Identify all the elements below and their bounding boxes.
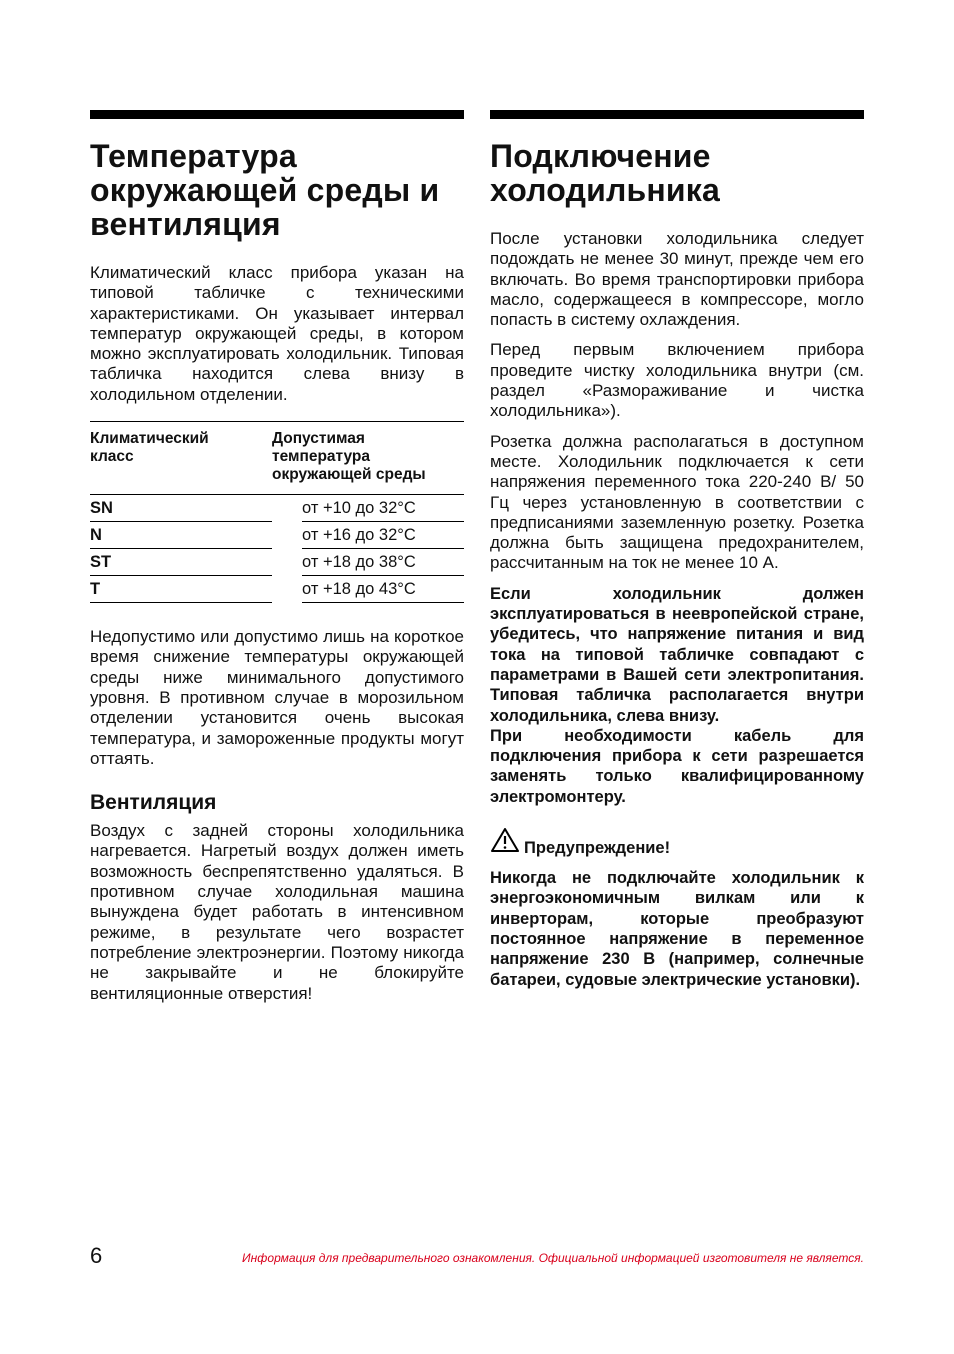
climate-class-cell: T — [90, 576, 272, 603]
temperature-range-cell: от +16 до 32°C — [302, 522, 464, 549]
table-row — [90, 495, 464, 522]
warning-label: Предупреждение! — [524, 839, 671, 858]
warning-triangle-icon — [490, 827, 524, 858]
climate-class-cell: N — [90, 522, 272, 549]
climate-class-cell: ST — [90, 549, 272, 576]
ventilation-heading: Вентиляция — [90, 791, 217, 815]
ventilation-text: Воздух с задней стороны холодильника нагревается. Нагретый воздух должен иметь возможность беспрепятственно удаляться. В противном случае холодильная машина вынуждена будет работать в интенсивном режиме, в результате чего возрастет потребление электроэнергии. Поэтому никогда не закрывайте и не блокируйте вентиляционные отверстия! — [90, 821, 464, 1003]
cable-replacement-notice: При необходимости кабель для подключения прибора к сети разрешается заменять только квалифицированному электромонтеру. — [490, 726, 864, 806]
footer-disclaimer: Информация для предварительного ознакомления. Официальной информацией изготовителя не является. — [242, 1251, 864, 1265]
table-row — [90, 522, 464, 549]
section-rule — [490, 110, 864, 119]
right-column — [490, 110, 864, 990]
temperature-range-cell: от +18 до 38°C — [302, 549, 464, 576]
climate-class-table — [90, 421, 464, 603]
connection-paragraph-socket: Розетка должна располагаться в доступном месте. Холодильник подключается к сети напряжения переменного тока 220-240 В/ 50 Гц через установленную в соответствии с предписаниями заземленную розетку. Розетка должна быть защищена предохранителем, рассчитанным на ток не менее 10 А. — [490, 431, 864, 573]
section-rule — [90, 110, 464, 119]
temperature-range-cell: от +10 до 32°C — [302, 495, 464, 522]
table-row — [90, 549, 464, 576]
section-title-temperature: Температура окружающей среды и вентиляция — [90, 138, 440, 242]
warning-heading — [490, 827, 864, 858]
warning-text: Никогда не подключайте холодильник к энергоэкономичным вилкам или к инверторам, которые преобразуют постоянное напряжение в переменное напряжение 230 В (например, солнечные батареи, судовые электрические установки). — [490, 869, 864, 989]
temperature-range-cell: от +18 до 43°C — [302, 576, 464, 603]
low-temperature-note: Недопустимо или допустимо лишь на короткое время снижение температуры окружающей среды ниже минимального допустимого уровня. В противном случае в морозильном отделении установится очень высокая температура, и замороженные продукты могут оттаять. — [90, 627, 464, 768]
left-column — [90, 110, 464, 1004]
connection-paragraph-cleaning: Перед первым включением прибора проведите чистку холодильника внутри (см. раздел «Размораживание и чистка холодильника»). — [490, 340, 864, 421]
climate-class-cell: SN — [90, 495, 272, 522]
table-header-temperature: Допустимая температура окружающей среды — [272, 422, 464, 495]
page-number: 6 — [90, 1243, 103, 1268]
table-row — [90, 576, 464, 603]
table-header-row — [90, 422, 464, 495]
non-european-notice: Если холодильник должен эксплуатироваться в неевропейской стране, убедитесь, что напряжение питания и вид тока на типовой табличке совпадают с параметрами в Вашей сети электропитания. Типовая табличка располагается внутри холодильника, слева внизу. — [490, 584, 864, 725]
connection-paragraph-wait: После установки холодильника следует подождать не менее 30 минут, прежде чем его включать. Во время транспортировки прибора масло, содержащееся в компрессоре, могло попасть в систему охлаждения. — [490, 229, 864, 330]
section-title-connection: Подключение холодильника — [490, 138, 720, 208]
table-header-class: Климатический класс — [90, 422, 272, 495]
climate-class-intro: Климатический класс прибора указан на типовой табличке с техническими характеристиками. Он указывает интервал температур окружающей среды, в котором можно эксплуатировать холодильник. Типовая табличка находится слева внизу в холодильном отделении. — [90, 263, 464, 404]
